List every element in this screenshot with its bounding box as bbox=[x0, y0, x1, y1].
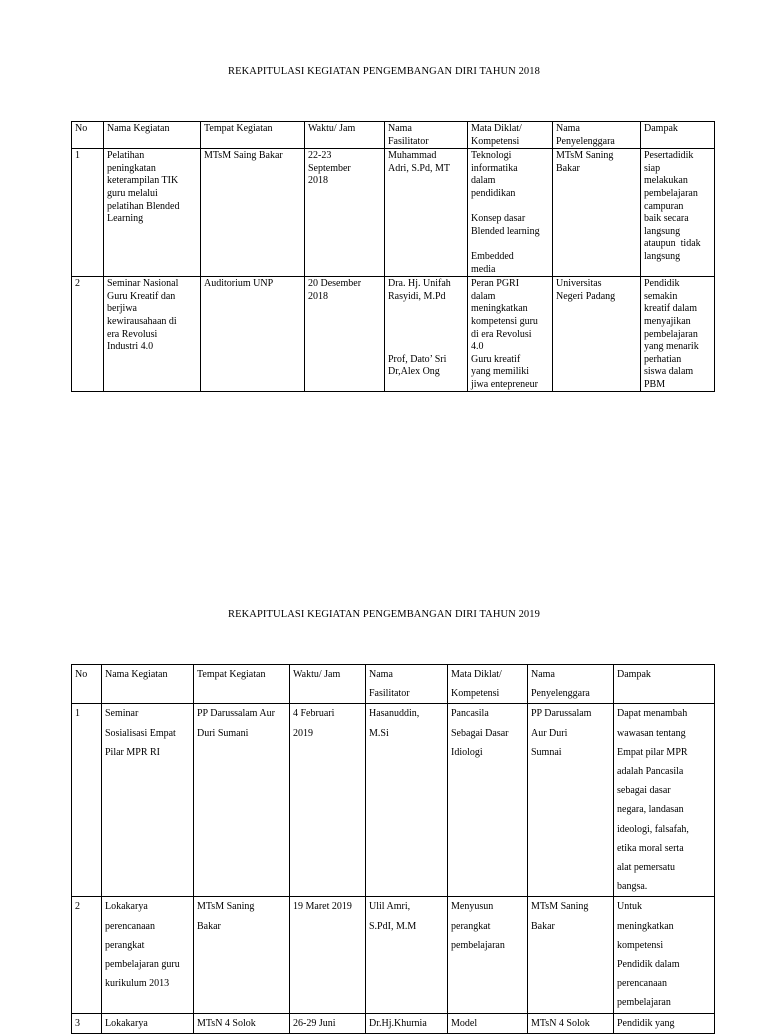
cell-nama-kegiatan: Lokakarya bbox=[102, 1013, 194, 1033]
header-no: No bbox=[72, 122, 104, 149]
cell-tempat: MTsM Saning Bakar bbox=[194, 897, 290, 1013]
cell-dampak: Untuk meningkatkan kompetensi Pendidik dalam perencanaan pembelajaran bbox=[614, 897, 715, 1013]
header-dampak: Dampak bbox=[614, 665, 715, 704]
cell-no: 3 bbox=[72, 1013, 102, 1033]
table-row bbox=[72, 1013, 715, 1033]
cell-fasilitator: Dra. Hj. Unifah Rasyidi, M.Pd Prof, Dato’ Sri Dr,Alex Ong bbox=[385, 277, 468, 392]
cell-mata-diklat: Pancasila Sebagai Dasar Idiologi bbox=[448, 704, 528, 897]
header-waktu: Waktu/ Jam bbox=[290, 665, 366, 704]
header-waktu: Waktu/ Jam bbox=[305, 122, 385, 149]
cell-tempat: MTsM Saing Bakar bbox=[201, 149, 305, 277]
header-tempat-kegiatan: Tempat Kegiatan bbox=[201, 122, 305, 149]
header-mata-diklat: Mata Diklat/ Kompetensi bbox=[448, 665, 528, 704]
title-2018: REKAPITULASI KEGIATAN PENGEMBANGAN DIRI TAHUN 2018 bbox=[228, 66, 540, 77]
cell-nama-kegiatan: Seminar Nasional Guru Kreatif dan berjiwa kewirausahaan di era Revolusi Industri 4.0 bbox=[104, 277, 201, 392]
table-row bbox=[72, 897, 715, 1013]
cell-fasilitator: Muhammad Adri, S.Pd, MT bbox=[385, 149, 468, 277]
table-row bbox=[72, 277, 715, 392]
cell-tempat: MTsN 4 Solok bbox=[194, 1013, 290, 1033]
header-nama-kegiatan: Nama Kegiatan bbox=[104, 122, 201, 149]
cell-dampak: Pendidik yang bbox=[614, 1013, 715, 1033]
cell-mata-diklat: Menyusun perangkat pembelajaran bbox=[448, 897, 528, 1013]
header-nama-kegiatan: Nama Kegiatan bbox=[102, 665, 194, 704]
cell-nama-kegiatan: Lokakarya perencanaan perangkat pembelajaran guru kurikulum 2013 bbox=[102, 897, 194, 1013]
cell-tempat: Auditorium UNP bbox=[201, 277, 305, 392]
cell-waktu: 19 Maret 2019 bbox=[290, 897, 366, 1013]
cell-waktu: 4 Februari 2019 bbox=[290, 704, 366, 897]
cell-mata-diklat: Peran PGRI dalam meningkatkan kompetensi guru di era Revolusi 4.0 Guru kreatif yang memiliki jiwa entepreneur bbox=[468, 277, 553, 392]
cell-no: 1 bbox=[72, 704, 102, 897]
header-penyelenggara: Nama Penyelenggara bbox=[553, 122, 641, 149]
cell-dampak: Dapat menambah wawasan tentang Empat pilar MPR adalah Pancasila sebagai dasar negara, landasan ideologi, falsafah, etika moral serta alat pemersatu bangsa. bbox=[614, 704, 715, 897]
header-mata-diklat: Mata Diklat/ Kompetensi bbox=[468, 122, 553, 149]
cell-penyelenggara: MTsN 4 Solok bbox=[528, 1013, 614, 1033]
title-2019: REKAPITULASI KEGIATAN PENGEMBANGAN DIRI TAHUN 2019 bbox=[228, 609, 540, 620]
cell-fasilitator: Ulil Amri, S.PdI, M.M bbox=[366, 897, 448, 1013]
table-row bbox=[72, 149, 715, 277]
cell-nama-kegiatan: Seminar Sosialisasi Empat Pilar MPR RI bbox=[102, 704, 194, 897]
cell-tempat: PP Darussalam Aur Duri Sumani bbox=[194, 704, 290, 897]
cell-waktu: 22-23 September 2018 bbox=[305, 149, 385, 277]
header-tempat-kegiatan: Tempat Kegiatan bbox=[194, 665, 290, 704]
cell-dampak: Pesertadidik siap melakukan pembelajaran campuran baik secara langsung ataupun tidak langsung bbox=[641, 149, 715, 277]
cell-fasilitator: Dr.Hj.Khurnia bbox=[366, 1013, 448, 1033]
header-penyelenggara: Nama Penyelenggara bbox=[528, 665, 614, 704]
header-fasilitator: Nama Fasilitator bbox=[385, 122, 468, 149]
cell-no: 2 bbox=[72, 277, 104, 392]
cell-penyelenggara: Universitas Negeri Padang bbox=[553, 277, 641, 392]
cell-mata-diklat: Teknologi informatika dalam pendidikan Konsep dasar Blended learning Embedded media bbox=[468, 149, 553, 277]
cell-penyelenggara: MTsM Saning Bakar bbox=[553, 149, 641, 277]
cell-penyelenggara: MTsM Saning Bakar bbox=[528, 897, 614, 1013]
header-fasilitator: Nama Fasilitator bbox=[366, 665, 448, 704]
table-row bbox=[72, 704, 715, 897]
cell-fasilitator: Hasanuddin, M.Si bbox=[366, 704, 448, 897]
cell-penyelenggara: PP Darussalam Aur Duri Sumnai bbox=[528, 704, 614, 897]
header-dampak: Dampak bbox=[641, 122, 715, 149]
cell-waktu: 20 Desember 2018 bbox=[305, 277, 385, 392]
cell-dampak: Pendidik semakin kreatif dalam menyajikan pembelajaran yang menarik perhatian siswa dalam PBM bbox=[641, 277, 715, 392]
cell-waktu: 26-29 Juni bbox=[290, 1013, 366, 1033]
table-2019 bbox=[71, 664, 715, 1034]
cell-no: 1 bbox=[72, 149, 104, 277]
table-2018-header-row bbox=[72, 122, 715, 149]
table-2019-header-row bbox=[72, 665, 715, 704]
cell-no: 2 bbox=[72, 897, 102, 1013]
table-2018 bbox=[71, 121, 715, 392]
cell-nama-kegiatan: Pelatihan peningkatan keterampilan TIK guru melalui pelatihan Blended Learning bbox=[104, 149, 201, 277]
cell-mata-diklat: Model bbox=[448, 1013, 528, 1033]
header-no: No bbox=[72, 665, 102, 704]
